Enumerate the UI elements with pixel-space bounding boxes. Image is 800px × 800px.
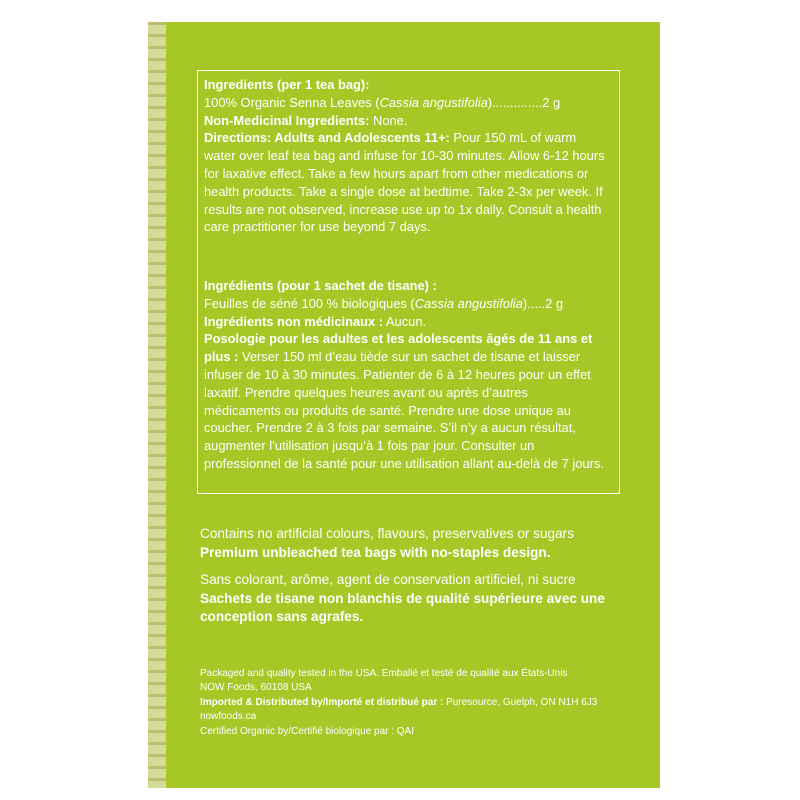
english-ingredients-heading: Ingredients (per 1 tea bag):: [204, 77, 370, 92]
footer-packaged: Packaged and quality tested in the USA. Emballé et testé de qualité aux États-Unis: [200, 668, 568, 679]
english-ingredient-suffix: )..............2 g: [487, 94, 561, 110]
footer-info: [200, 667, 640, 739]
english-ingredient-latin: Cassia angustifolia: [379, 94, 488, 110]
french-ingredient-suffix: ).....2 g: [522, 295, 564, 311]
footer-importer-value: Puresource, Guelph, ON N1H 6J3 nowfoods.ca: [200, 696, 598, 723]
package-side-edge: [148, 22, 166, 788]
french-claims: [200, 571, 630, 627]
english-ingredients-block: [204, 76, 608, 236]
french-ingredients-block: [204, 277, 608, 473]
english-directions-label: Directions: Adults and Adolescents 11+:: [204, 130, 450, 146]
french-ingredient-latin: Cassia angustifolia: [414, 295, 523, 311]
english-claim-tea-bags: Premium unbleached tea bags with no-staples design.: [200, 544, 551, 560]
footer-certified: Certified Organic by/Certifié biologique par : QAI: [200, 725, 414, 737]
footer-maker: NOW Foods, 60108 USA: [200, 682, 312, 694]
french-nonmed-label: Ingrédients non médicinaux :: [204, 313, 384, 329]
french-claim-tea-bags: Sachets de tisane non blanchis de qualité supérieure avec une conception sans agrafes.: [200, 590, 605, 625]
french-claim-no-artificial: Sans colorant, arôme, agent de conservation artificiel, ni sucre: [200, 572, 576, 587]
french-ingredient-prefix: Feuilles de séné 100 % biologiques (: [204, 295, 415, 311]
english-ingredient-prefix: 100% Organic Senna Leaves (: [204, 94, 380, 110]
french-directions-text: Verser 150 ml d’eau tiède sur un sachet de tisane et laisser infuser de 10 à 30 minutes. Patienter de 6 à 12 heures pour un effet laxatif. Prendre quelques heures avant ou après d’autres médicaments ou produits de santé. Prendre une dose unique au coucher. Prendre 2 à 3 fois par semaine. S’il n’y a aucun résultat, augmenter l’utilisation jusqu’à 1 fois par jour. Consulter un professionnel de la santé pour une utilisation allant au-delà de 7 jours.: [204, 349, 604, 471]
english-nonmed-label: Non-Medicinal Ingredients:: [204, 112, 370, 128]
english-claims: [200, 525, 630, 562]
english-claim-no-artificial: Contains no artificial colours, flavours, preservatives or sugars: [200, 526, 574, 541]
french-ingredients-heading: Ingrédients (pour 1 sachet de tisane) :: [204, 278, 437, 293]
french-directions-label: Posologie pour les adultes et les adolescents âgés de 11 ans et plus :: [204, 331, 593, 365]
french-nonmed-value: Aucun.: [383, 313, 427, 329]
english-nonmed-value: None.: [369, 112, 408, 128]
footer-importer-label: Imported & Distributed by/Importé et distribué par :: [200, 696, 444, 708]
english-directions-text: Pour 150 mL of warm water over leaf tea bag and infuse for 10-30 minutes. Allow 6-12 hours for laxative effect. Take a few hours apart from other medications or health products. Take a single dose at bedtime. Take 2-3x per week. If results are not observed, increase use up to 1x daily. Consult a health care practitioner for use beyond 7 days.: [204, 130, 605, 235]
